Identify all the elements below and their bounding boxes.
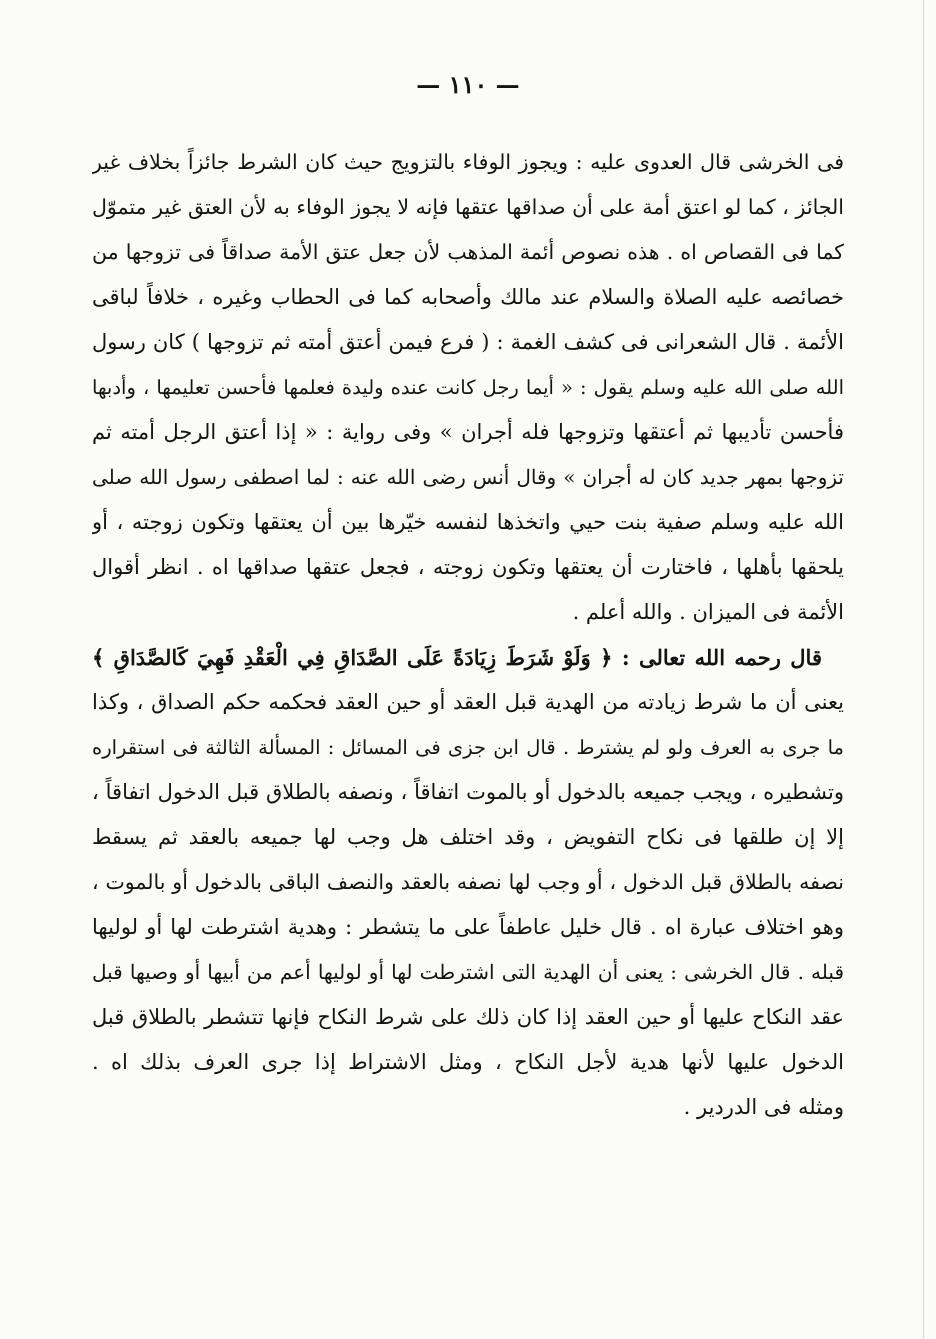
text-line: وهو اختلاف عبارة اه . قال خليل عاطفاً على ما يتشطر : وهدية اشترطت لها أو لوليها xyxy=(92,915,844,939)
text-line: يعنى أن ما شرط زيادته من الهدية قبل العقد أو حين العقد فحكمه حكم الصداق ، وكذا xyxy=(92,690,844,714)
text-line: الأئمة فى الميزان . والله أعلم . xyxy=(572,600,844,624)
text-line: الأئمة . قال الشعرانى فى كشف الغمة : ( فرع فيمن أعتق أمته ثم تزوجها ) كان رسول xyxy=(92,330,844,354)
text-line: عقد النكاح عليها أو حين العقد إذا كان ذلك على شرط النكاح فإنها تتشطر بالطلاق قبل xyxy=(92,1005,844,1029)
text-line: الله عليه وسلم صفية بنت حيي واتخذها لنفسه خيّرها بين أن يعتقها وتكون زوجته ، أو xyxy=(92,510,844,534)
text-line: الدخول عليها لأنها هدية لأجل النكاح ، ومثل الاشتراط إذا جرى العرف بذلك اه . xyxy=(92,1050,844,1074)
scan-edge-line xyxy=(923,0,924,1339)
text-line: إلا إن طلقها فى نكاح التفويض ، وقد اختلف هل وجب لها جميعه بالعقد ثم يسقط xyxy=(92,825,844,849)
text-line: خصائصه عليه الصلاة والسلام عند مالك وأصحابه كما فى الحطاب وغيره ، خلافاً لباقى xyxy=(92,285,844,309)
text-line: فى الخرشى قال العدوى عليه : ويجوز الوفاء بالتزويج حيث كان الشرط جائزاً بخلاف غير xyxy=(92,150,844,174)
body-text xyxy=(92,140,844,1130)
text-line: كما فى القصاص اه . هذه نصوص أئمة المذهب لأن جعل عتق الأمة صداقاً فى تزوجها من xyxy=(92,240,844,264)
text-line: فأحسن تأديبها ثم أعتقها وتزوجها فله أجران » وفى رواية : « إذا أعتق الرجل أمته ثم xyxy=(92,420,844,444)
text-line: وتشطيره ، ويجب جميعه بالدخول أو بالموت اتفاقاً ، ونصفه بالطلاق قبل الدخول اتفاقاً ، xyxy=(92,780,844,804)
text-line: تزوجها بمهر جديد كان له أجران » وقال أنس رضى الله عنه : لما اصطفى رسول الله صلى xyxy=(92,465,844,489)
text-line: ما جرى به العرف ولو لم يشترط . قال ابن جزى فى المسائل : المسألة الثالثة فى استقراره xyxy=(92,736,844,759)
text-line: ومثله فى الدردير . xyxy=(683,1095,844,1119)
text-line: نصفه بالطلاق قبل الدخول ، أو وجب لها نصفه بالعقد والنصف الباقى بالدخول أو بالموت ، xyxy=(92,870,844,894)
verse-line: قال رحمه الله تعالى : ﴿ وَلَوْ شَرَطَ زِيَادَةً عَلَى الصَّدَاقِ فِي الْعَقْدِ فَهِيَ كَالصَّدَاقِ ﴾ xyxy=(92,645,822,670)
text-line: قبله . قال الخرشى : يعنى أن الهدية التى اشترطت لها أو لوليها أعم من أبيها أو وصيها قبل xyxy=(92,960,844,984)
text-line: الجائز ، كما لو اعتق أمة على أن صداقها عتقها فإنه لا يجوز الوفاء به لأن العتق غير متموّل xyxy=(92,195,844,219)
text-line: الله صلى الله عليه وسلم يقول : « أيما رجل كانت عنده وليدة فعلمها فأحسن تعليمها ، وأدبها xyxy=(92,376,844,399)
text-line: يلحقها بأهلها ، فاختارت أن يعتقها وتكون زوجته ، فجعل عتقها صداقها اه . انظر أقوال xyxy=(92,555,844,579)
page-number: — ١١٠ — xyxy=(416,70,520,99)
